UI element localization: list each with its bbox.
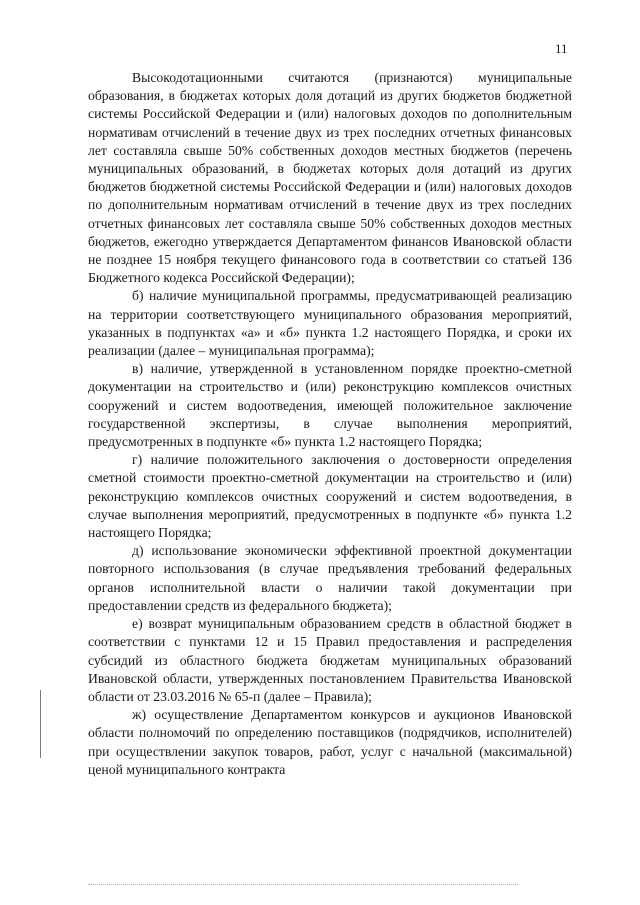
paragraph-item-e: е) возврат муниципальным образованием средств в областной бюджет в соответствии с пунктами 12 и 15 Правил предоставления и распределения субсидий из областного бюджета бюджетам муниципальных образований Ивановской области, утвержденных постановлением Правительства Ивановской области от 23.03.2016 № 65-п (далее – Правила); bbox=[88, 616, 572, 704]
paragraph-item-b: б) наличие муниципальной программы, предусматривающей реализацию на территории соответствующего муниципального образования мероприятий, указанных в подпунктах «а» и «б» пункта 1.2 настоящего Порядка, и сроки их реализации (далее – муниципальная программа); bbox=[88, 288, 572, 359]
paragraph-high-subsidy: Высокодотационными считаются (признаются) муниципальные образования, в бюджетах которых доля дотаций из других бюджетов бюджетной системы Российской Федерации и (или) налоговых доходов по дополнительным нормативам отчислений в течение двух из трех последних отчетных финансовых лет составляла свыше 50% собственных доходов местных бюджетов (перечень муниципальных образований, в бюджетах которых доля дотаций из других бюджетов бюджетной системы Российской Федерации и (или) налоговых доходов по дополнительным нормативам отчислений в течение двух из трех последних отчетных финансовых лет составляла свыше 50% собственных доходов местных бюджетов, ежегодно утверждается Департаментом финансов Ивановской области не позднее 15 ноября текущего финансового года в соответствии со статьей 136 Бюджетного кодекса Российской Федерации); bbox=[88, 70, 572, 286]
paragraph-item-d: д) использование экономически эффективной проектной документации повторного использования (в случае предъявления требований федеральных органов исполнительной власти о наличии такой документации при предоставлении средств из федерального бюджета); bbox=[88, 543, 572, 613]
document-body bbox=[88, 69, 572, 779]
paragraph-item-zh: ж) осуществление Департаментом конкурсов и аукционов Ивановской области полномочий по определению поставщиков (подрядчиков, исполнителей) при осуществлении закупок товаров, работ, услуг с начальной (максимальной) ценой муниципального контракта bbox=[88, 707, 572, 777]
scan-bottom-dotted-line bbox=[88, 884, 518, 885]
paragraph-item-g: г) наличие положительного заключения о достоверности определения сметной стоимости проектно-сметной документации на строительство и (или) реконструкцию комплексов очистных сооружений и систем водоотведения, в случае выполнения мероприятий, предусмотренных в подпункте «б» пункта 1.2 настоящего Порядка; bbox=[88, 452, 572, 541]
paragraph-item-v: в) наличие, утвержденной в установленном порядке проектно-сметной документации на строительство и (или) реконструкцию комплексов очистных сооружений и систем водоотведения, имеющей положительное заключение государственной экспертизы, в случае выполнения мероприятий, предусмотренных в подпункте «б» пункта 1.2 настоящего Порядка; bbox=[88, 361, 572, 450]
page-number: 11 bbox=[555, 41, 568, 56]
margin-line-mark bbox=[40, 690, 41, 758]
